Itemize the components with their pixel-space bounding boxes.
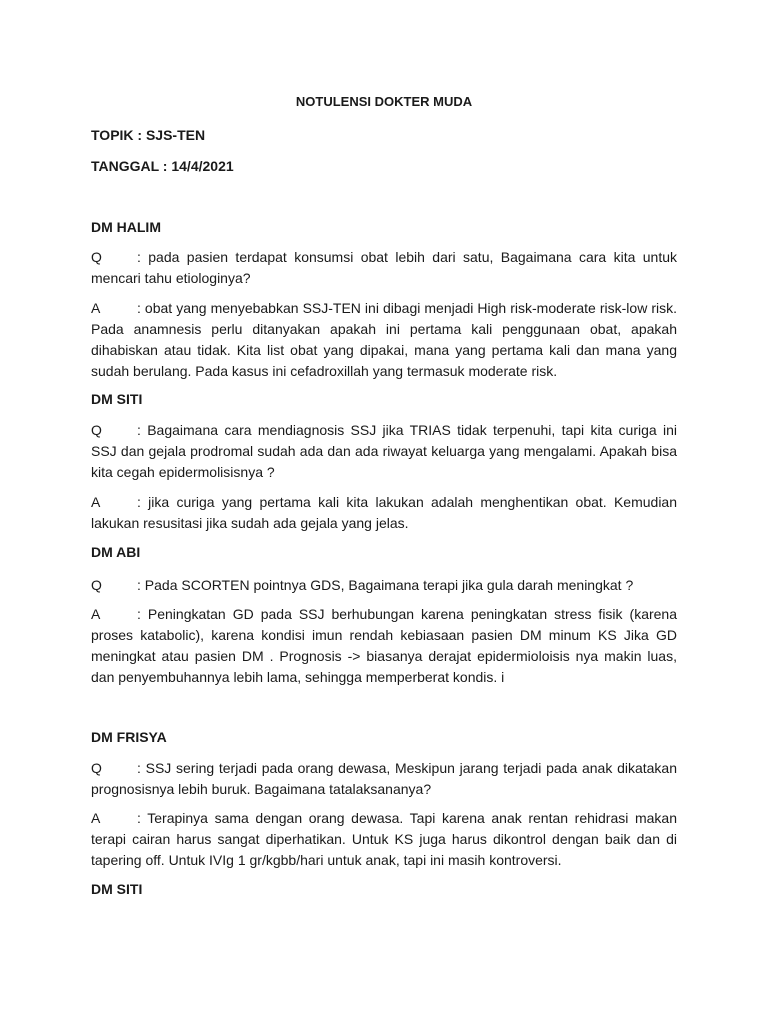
answer-label: A	[91, 300, 101, 316]
question-paragraph	[91, 575, 677, 596]
speaker-heading: DM FRISYA	[91, 729, 167, 745]
speaker-heading: DM ABI	[91, 544, 141, 560]
answer-text: : Peningkatan GD pada SSJ berhubungan karena peningkatan stress fisik (karena proses katabolic), karena kondisi imun rendah kebiasaan pasien DM minum KS Jika GD meningkat atau pasien DM . Prognosis -> biasanya derajat epidermioloisis nya makin luas, dan penyembuhannya lebih lama, sehingga memperberat kondis. i	[91, 606, 677, 685]
answer-paragraph	[91, 492, 677, 534]
document-title: NOTULENSI DOKTER MUDA	[295, 94, 473, 109]
answer-paragraph	[91, 604, 677, 688]
answer-paragraph	[91, 298, 677, 382]
speaker-heading: DM SITI	[91, 881, 143, 897]
speaker-heading: DM SITI	[91, 391, 143, 407]
question-label: Q	[91, 249, 102, 265]
answer-label: A	[91, 606, 101, 622]
question-label: Q	[91, 760, 102, 776]
question-label: Q	[91, 422, 102, 438]
answer-label: A	[91, 494, 101, 510]
date-line: TANGGAL : 14/4/2021	[91, 158, 234, 174]
question-paragraph	[91, 247, 677, 289]
answer-text: : obat yang menyebabkan SSJ-TEN ini dibagi menjadi High risk-moderate risk-low risk. Pada anamnesis perlu ditanyakan apakah ini pertama kali penggunaan obat, apakah dihabiskan atau tidak. Kita list obat yang dipakai, mana yang pertama kali dan mana yang sudah berulang. Pada kasus ini cefadroxillah yang termasuk moderate risk.	[91, 300, 677, 379]
question-paragraph	[91, 758, 677, 800]
question-paragraph	[91, 420, 677, 483]
question-text: : Pada SCORTEN pointnya GDS, Bagaimana terapi jika gula darah meningkat ?	[137, 577, 634, 593]
question-label: Q	[91, 577, 102, 593]
answer-label: A	[91, 810, 101, 826]
question-text: : Bagaimana cara mendiagnosis SSJ jika TRIAS tidak terpenuhi, tapi kita curiga ini SSJ dan gejala prodromal sudah ada dan ada riwayat keluarga yang mengalami. Apakah bisa kita cegah epidermolisisnya ?	[91, 422, 677, 480]
answer-text: : Terapinya sama dengan orang dewasa. Tapi karena anak rentan rehidrasi makan terapi cairan harus sangat diperhatikan. Untuk KS juga harus dikontrol dengan baik dan di tapering off. Untuk IVIg 1 gr/kgbb/hari untuk anak, tapi ini masih kontroversi.	[91, 810, 677, 868]
question-text: : SSJ sering terjadi pada orang dewasa, Meskipun jarang terjadi pada anak dikatakan prognosisnya lebih buruk. Bagaimana tatalaksananya?	[91, 760, 677, 797]
answer-text: : jika curiga yang pertama kali kita lakukan adalah menghentikan obat. Kemudian lakukan resusitasi jika sudah ada gejala yang jelas.	[91, 494, 677, 531]
answer-paragraph	[91, 808, 677, 871]
speaker-heading: DM HALIM	[91, 219, 161, 235]
topic-line: TOPIK : SJS-TEN	[91, 127, 206, 143]
question-text: : pada pasien terdapat konsumsi obat lebih dari satu, Bagaimana cara kita untuk mencari tahu etiologinya?	[91, 249, 677, 286]
